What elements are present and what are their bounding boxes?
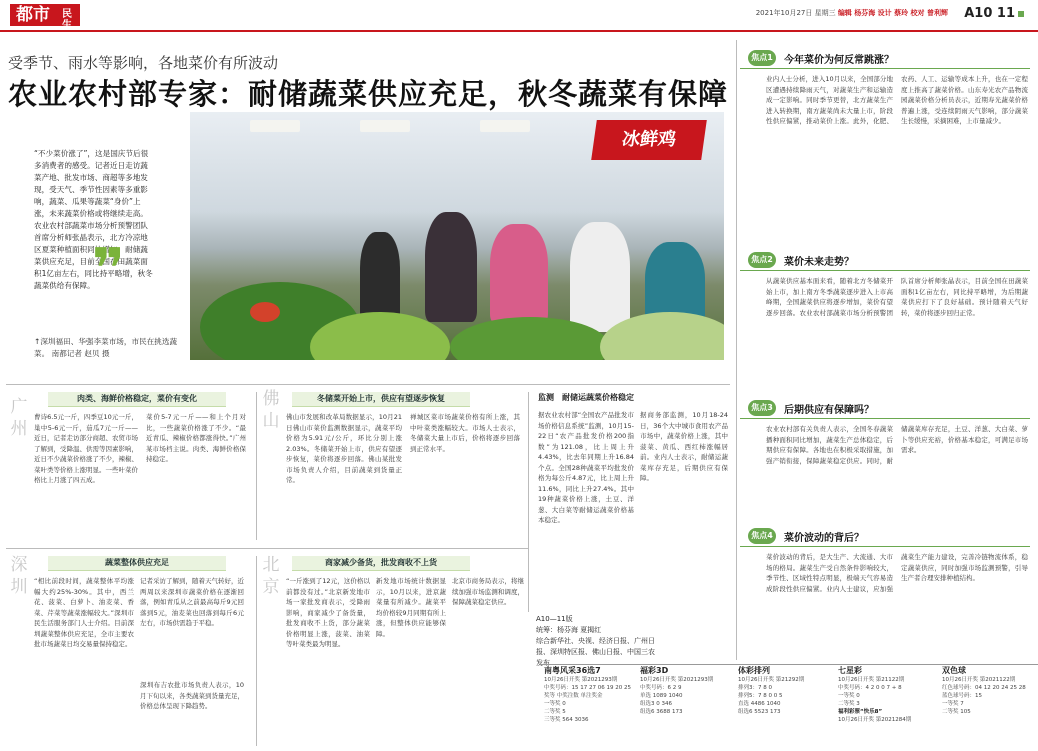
section-title-gz: 肉类、海鲜价格稳定，菜价有变化 — [48, 392, 226, 407]
divider — [528, 392, 529, 612]
qa-rule — [740, 418, 1030, 419]
lottery-line: 中奖号码：4 2 0 0 7 + 8 — [838, 685, 902, 691]
lottery-line: 排列3：7 8 0 — [738, 685, 772, 691]
lottery-line: 奖等 中奖注数 单注奖金 — [544, 693, 603, 699]
headline: 农业农村部专家：耐储蔬菜供应充足，秋冬蔬菜有保障 — [8, 77, 729, 111]
lottery-line: 10月26日开奖 第21122期 — [838, 677, 905, 683]
lottery-line: 10月26日开奖 第2021293期 — [640, 677, 714, 683]
section-name: 都市 — [16, 5, 50, 25]
qa-title-1: 今年菜价为何反常跳涨？ — [784, 55, 894, 66]
section-title-sz: 蔬菜整体供应充足 — [48, 556, 226, 571]
lottery-line: 三等奖 564 3036 — [544, 717, 589, 723]
section-title-fs: 冬储菜开始上市，供应有望逐步恢复 — [292, 392, 470, 407]
lottery-line: 一等奖 0 — [838, 693, 860, 699]
lottery-box-2 — [640, 665, 734, 716]
lottery-line: 二等奖 105 — [942, 709, 971, 715]
lottery-title-4: 七星彩 — [838, 666, 862, 675]
body-jc-col2: 据商务部监测，10月18-24日，36个大中城市食用农产品市场中，蔬菜价格上涨，其中菠菜、黄瓜、西红柿涨幅居前。业内人士表示，耐储运蔬菜库存充足，后期供应有保障。 — [640, 411, 728, 482]
section-sub: 民生 — [62, 9, 72, 31]
divider — [256, 556, 257, 746]
qa-rule — [740, 68, 1030, 69]
lottery-line: 组选6 5523 173 — [738, 709, 781, 715]
section-title-jc — [538, 392, 634, 403]
tomato-shape — [250, 302, 280, 322]
body-sz-col3: 深圳布吉农批市场负责人表示，10月下旬以来，各类蔬菜到货量充足，价格总体呈现下降趋势。 — [140, 681, 244, 710]
city-label-fs: 佛山 — [262, 389, 280, 431]
body-sz-col1: “相比前段时间，蔬菜整体平均涨幅大约25%-30%。其中，西兰花、菠菜、白萝卜、油麦菜、香菜、芹菜等蔬菜涨幅较大。”深圳市民生活服务部门人士介绍。目前深圳蔬菜整体供应充足，全市主要农批市场蔬菜日均交易量保持稳定。 — [34, 577, 134, 648]
qa-badge-2: 焦点2 — [748, 252, 776, 268]
body-gz-col2: 菜价5-7元一斤——和上个月对比，一些蔬菜价格涨了不少。“最近青瓜、辣椒价格都涨得快。”广州某市场档主说。肉类、海鲜价格保持稳定。 — [146, 413, 246, 463]
lottery-title-2: 福彩3D — [640, 666, 669, 675]
qa-title-4: 菜价波动的背后？ — [784, 533, 864, 544]
lottery-title-5: 双色球 — [942, 666, 966, 675]
qa-badge-3: 焦点3 — [748, 400, 776, 416]
issue-date: 2021年10月27日 星期三 — [755, 9, 838, 17]
shopper-figure — [570, 222, 630, 332]
qa-body-1: 业内人士分析，进入10月以来，全国部分地区遭遇持续降雨天气，对蔬菜生产和运输造成一定影响。同时季节更替，北方蔬菜生产进入转换期，南方蔬菜尚未大量上市，阶段性供应偏紧，推动菜价上涨。此外，化肥、农药、人工、运输等成本上升，也在一定程度上推高了蔬菜价格。山东寿光农产品物流园蔬菜价格分析员表示，近期寿光蔬菜价格普遍上涨，受连续阴雨天气影响，部分蔬菜生长缓慢，采摘困难，上市量减少。 — [766, 75, 1028, 125]
lottery-line: 二等奖 5 — [544, 709, 566, 715]
section-logo — [10, 4, 80, 31]
lottery-line: 10月26日开奖 第2021284期 — [838, 717, 912, 723]
section-title-jc-text: 耐储运蔬菜价格稳定 — [562, 393, 634, 402]
green-square-icon — [1018, 11, 1024, 17]
section-title-bj: 商家减少备货，批发商收不上货 — [292, 556, 470, 571]
divider — [256, 392, 257, 540]
editor-credits: 编辑 杨芬海 设计 蔡玲 校对 曾利辉 — [837, 9, 948, 17]
photo-caption: ↑深圳福田、华强李菜市场，市民在挑选蔬菜。 南都记者 赵贝 摄 — [34, 337, 178, 358]
body-bj-col1: “一斤涨到了12元，这价格以前都没有过。”北京新发地市场一家批发商表示，受降雨影响，商家减少了备货量，批发商收不上货，部分蔬菜价格明显上涨，菠菜、油菜等叶菜类最为明显。 — [286, 577, 370, 648]
lottery-line: 排列5：7 8 0 0 5 — [738, 693, 783, 699]
lottery-box-5 — [942, 665, 1036, 716]
editors-line2: 综合新华社、央视、经济日报、广州日报、深圳特区报、佛山日报、中国三农发布 — [536, 637, 655, 667]
header-meta — [756, 8, 948, 18]
body-sz-col2: 记者采访了解到，随着天气转好，近两周以来深圳市蔬菜价格在逐渐回落，例如青瓜从之前最高每斤9元回落到5元，油麦菜也回落到每斤6元左右，市场供需趋于平稳。 — [140, 577, 244, 627]
lottery-title-3: 体彩排列 — [738, 666, 770, 675]
lottery-box-1 — [544, 665, 638, 724]
lottery-box-4 — [838, 665, 936, 724]
editors-line1: 统筹：杨芬海 夏揭红 — [536, 626, 602, 634]
page-number-text: A10 11 — [964, 6, 1015, 21]
qa-body-3: 农业农村部有关负责人表示，全国冬春蔬菜播种面积同比增加，蔬菜生产总体稳定，后期供应有保障。各地也在积极采取措施，加强产销衔接，保障蔬菜稳定供应。同时，耐储蔬菜库存充足，土豆、洋葱、大白菜、萝卜等供应充裕，价格基本稳定，可满足市场需求。 — [766, 425, 1028, 465]
lottery-line: 10月26日开奖 第2021122期 — [942, 677, 1016, 683]
shopper-figure — [490, 224, 548, 324]
lottery-line: 单选 1089 1040 — [640, 693, 683, 699]
lottery-line: 组选6 3688 173 — [640, 709, 683, 715]
shopper-figure — [360, 232, 400, 322]
lottery-title-1: 南粤风采36选7 — [544, 666, 601, 675]
qa-badge-4: 焦点4 — [748, 528, 776, 544]
editors-label: A10—11版 — [536, 615, 573, 623]
qa-title-3: 后期供应有保障吗？ — [784, 405, 874, 416]
body-fs-col1: 佛山市发展和改革局数据显示，10月21日佛山市菜价监测数据显示，蔬菜平均价格为5.91元/公斤，环比分别上涨2.03%。冬储菜开始上市，供应有望逐步恢复，菜价将逐步回落。佛山某批发市场负责人介绍，目前蔬菜到货量正常。 — [286, 413, 402, 484]
ceiling-lamp — [250, 120, 300, 132]
page-number — [964, 6, 1024, 21]
lottery-line: 一等奖 7 — [942, 701, 964, 707]
lottery-line: 中奖号码：6 2 9 — [640, 685, 682, 691]
market-photo — [190, 112, 724, 360]
lottery-line: 一等奖 0 — [544, 701, 566, 707]
stall-sign: 冰鲜鸡 — [591, 120, 707, 160]
qa-title-2: 菜价未来走势？ — [784, 257, 854, 268]
section-city-jc: 监测 — [538, 393, 554, 402]
qa-rule — [740, 546, 1030, 547]
body-jc-col1: 据农业农村部“全国农产品批发市场价格信息系统”监测，10月15-22日“农产品批发价格200指数”为121.08，比上周上升4.43%，比去年同期上升16.84个点。全国28种蔬菜平均批发价格为每公斤4.87元，比上周上升11.6%，同比上升27.4%。其中19种蔬菜价格上涨，土豆、洋葱、大白菜等耐储运蔬菜价格基本稳定。 — [538, 411, 634, 524]
quote-mark-icon: ❞ — [92, 237, 125, 302]
body-fs-col2: 禅城区菜市场蔬菜价格有所上涨，其中叶菜类涨幅较大。市场人士表示，冬储菜大量上市后，价格将逐步回落到正常水平。 — [410, 413, 520, 453]
lottery-box-3 — [738, 665, 832, 716]
divider — [6, 548, 528, 549]
ceiling-lamp — [360, 120, 410, 132]
body-bj-col3: 北京市商务局表示，将继续加强市场监测和调度，保障蔬菜稳定供应。 — [452, 577, 524, 606]
qa-body-4: 菜价波动的背后，是大生产、大流通、大市场的格局。蔬菜生产受自然条件影响较大，季节性、区域性特点明显，极端天气容易造成阶段性供应偏紧。业内人士建议，应加强蔬菜生产能力建设，完善冷链物流体系，稳定蔬菜供应，同时加强市场监测预警，引导生产者合理安排种植结构。 — [766, 553, 1028, 593]
lottery-line: 10月26日开奖 第21292期 — [738, 677, 805, 683]
ceiling-lamp — [480, 120, 530, 132]
divider — [736, 40, 737, 660]
intro-paragraph: “不少菜价涨了”，这是国庆节后很多消费者的感受。记者近日走访蔬菜产地、批发市场、商超等多地发现，受天气、季节性因素等多重影响，蔬菜、瓜果等蔬菜“身价”上涨，未来蔬菜价格或将继续走高。农业农村部蔬菜市场分析预警团队首席分析师张晶表示，北方冷凉地区夏菜种植面积同比增加，耐储蔬菜供应充足，目前全国在田蔬菜面积1亿亩左右，同比持平略增，秋冬蔬菜供给有保障。 — [34, 149, 153, 290]
qa-badge-1: 焦点1 — [748, 50, 776, 66]
kicker: 受季节、雨水等影响，各地菜价有所波动 — [8, 54, 279, 72]
shopper-figure — [425, 212, 477, 322]
editors-box — [536, 614, 656, 669]
city-label-gz: 广州 — [10, 397, 28, 439]
lottery-line: 红色球号码：04 12 20 24 25 28 — [942, 685, 1026, 691]
city-label-sz: 深圳 — [10, 555, 28, 597]
lottery-line: 10月26日开奖 第2021293期 — [544, 677, 618, 683]
qa-rule — [740, 270, 1030, 271]
lottery-line: 福利彩票“快乐8” — [838, 709, 883, 715]
qa-body-2: 从蔬菜供应基本面来看，随着北方冬储菜开始上市，加上南方冬季蔬菜逐步进入上市高峰期，全国蔬菜供应将逐步增加，菜价有望逐步回落。农业农村部蔬菜市场分析预警团队首席分析师张晶表示，目前全国在田蔬菜面积1亿亩左右，同比持平略增，为后期蔬菜供应打下了良好基础。预计随着天气好转，菜价将逐步回归正常。 — [766, 277, 1028, 317]
lottery-line: 二等奖 3 — [838, 701, 860, 707]
lottery-line: 中奖号码：15 17 27 06 19 20 25 — [544, 685, 631, 691]
body-gz-col1: 曹诗6.5元一斤，四季豆10元一斤，巢中5-6元一斤，茄瓜7元一斤——近日，记者走访部分商超、农贸市场了解到，受降温、供需等因素影响，近日不少蔬菜价格涨了不少，辣椒、菜叶类等价格上涨明显。一些叶菜价格比上月涨了四五成。 — [34, 413, 138, 484]
divider — [6, 384, 730, 385]
city-label-bj: 北京 — [262, 555, 280, 597]
lottery-line: 蓝色球号码：15 — [942, 693, 982, 699]
body-bj-col2: 新发地市场统计数据显示，10月以来，进京蔬菜量有所减少。蔬菜平均价格较9月同期有所上涨，但整体供应能够保障。 — [376, 577, 446, 638]
lottery-strip — [540, 664, 1038, 751]
lottery-line: 直选 4486 1040 — [738, 701, 781, 707]
lottery-line: 组选3 0 346 — [640, 701, 672, 707]
